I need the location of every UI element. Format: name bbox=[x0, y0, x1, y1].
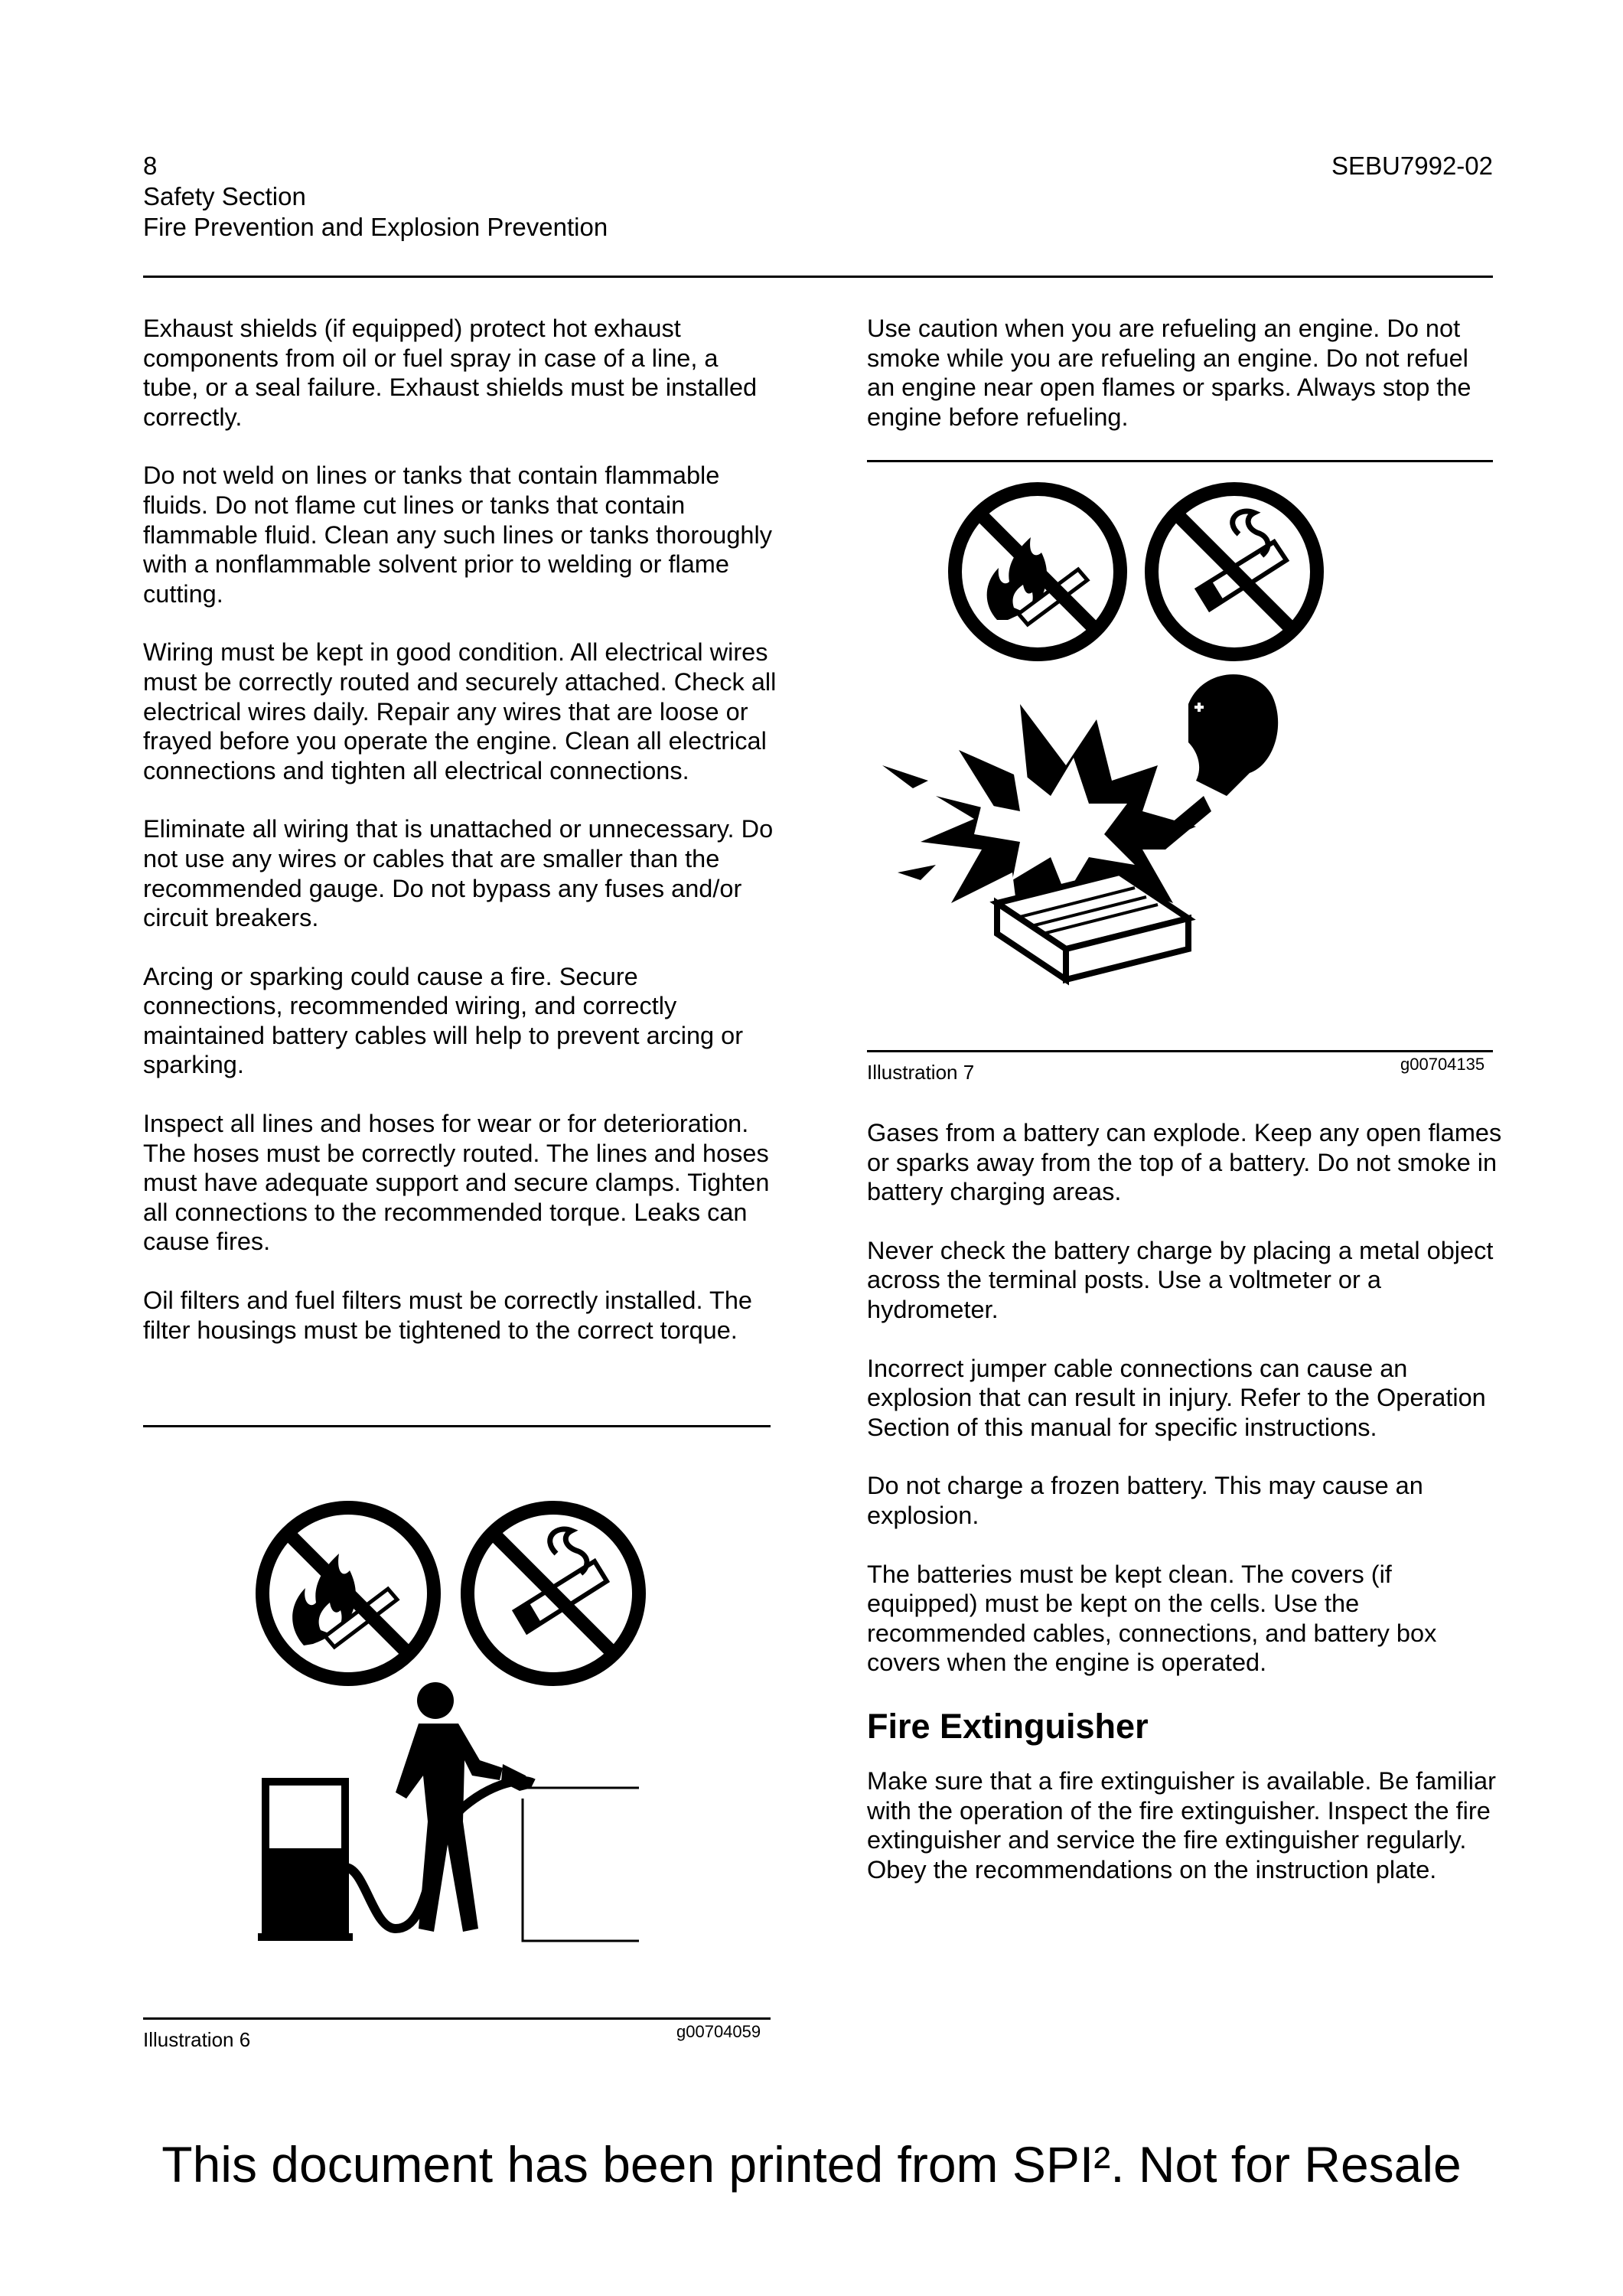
print-notice-footer: This document has been printed from SPI². Not for Resale bbox=[161, 2136, 1462, 2193]
section-title: Safety Section bbox=[143, 182, 306, 210]
subsection-title: Fire Prevention and Explosion Prevention bbox=[143, 213, 608, 241]
illustration-6 bbox=[143, 1439, 771, 2013]
paragraph: Never check the battery charge by placing a metal object across the terminal posts. Use a voltmeter or a hydrometer. bbox=[867, 1236, 1494, 1323]
fuel-pump-icon bbox=[258, 1782, 353, 1941]
header-rule bbox=[143, 276, 1493, 278]
illustration-7-top-rule bbox=[867, 460, 1493, 462]
page-header bbox=[143, 151, 608, 243]
paragraph: Oil filters and fuel filters must be correctly installed. The filter housings must be tightened to the correct torque. bbox=[143, 1287, 752, 1344]
illustration-6-caption: Illustration 6 bbox=[143, 2028, 251, 2051]
no-open-flame-icon bbox=[262, 1508, 434, 1679]
paragraph: Exhaust shields (if equipped) protect hot exhaust components from oil or fuel spray in case of a line, a tube, or a seal failure. Exhaust shields must be installed correctly. bbox=[143, 315, 758, 431]
no-open-flame-icon bbox=[955, 489, 1120, 654]
paragraph: Incorrect jumper cable connections can cause an explosion that can result in injury. Refer to the Operation Section of this manual for specific instructions. bbox=[867, 1354, 1486, 1441]
no-smoking-icon bbox=[468, 1508, 639, 1679]
paragraph: Arcing or sparking could cause a fire. Secure connections, recommended wiring, and correctly maintained battery cables will help to prevent arcing or sparking. bbox=[143, 962, 744, 1079]
paragraph: Eliminate all wiring that is unattached or unnecessary. Do not use any wires or cables that are smaller than the recommended gauge. Do not bypass any fuses and/or circuit breakers. bbox=[143, 815, 774, 932]
left-column bbox=[143, 314, 778, 1374]
paragraph: Use caution when you are refueling an engine. Do not smoke while you are refueling an engine. Do not refuel an engine near open flames or sparks. Always stop the engine before refueling. bbox=[867, 315, 1471, 431]
paragraph: The batteries must be kept clean. The covers (if equipped) must be kept on the cells. Use the recommended cables, connections, and battery box covers when the engine is operated. bbox=[867, 1560, 1437, 1677]
paragraph: Wiring must be kept in good condition. All electrical wires must be correctly routed and securely attached. Check all electrical wires daily. Repair any wires that are loose or frayed before you operate the engine. Clean all electrical connections and tighten all electrical connections. bbox=[143, 638, 777, 784]
right-column-bottom bbox=[867, 1118, 1502, 1913]
fire-extinguisher-heading: Fire Extinguisher bbox=[867, 1706, 1149, 1746]
paragraph: Gases from a battery can explode. Keep any open flames or sparks away from the top of a battery. Do not smoke in battery charging areas. bbox=[867, 1119, 1502, 1206]
paragraph: Inspect all lines and hoses for wear or for deterioration. The hoses must be correctly routed. The lines and hoses must have adequate support and secure clamps. Tighten all connections to the recommended torque. Leaks can cause fires. bbox=[143, 1110, 770, 1256]
illustration-6-bottom-rule bbox=[143, 2017, 771, 2020]
paragraph: Do not charge a frozen battery. This may cause an explosion. bbox=[867, 1472, 1423, 1529]
illustration-7-bottom-rule bbox=[867, 1050, 1493, 1052]
illustration-7 bbox=[867, 475, 1493, 1049]
document-id: SEBU7992-02 bbox=[1331, 152, 1493, 180]
right-column-top bbox=[867, 314, 1502, 461]
paragraph: Make sure that a fire extinguisher is available. Be familiar with the operation of the fire extinguisher. Inspect the fire extinguisher and service the fire extinguisher regularly. Obey the recommendations on the instruction plate. bbox=[867, 1766, 1496, 1883]
illustration-6-id: g00704059 bbox=[676, 2022, 761, 2041]
paragraph: Do not weld on lines or tanks that contain flammable fluids. Do not flame cut lines or tanks that contain flammable fluid. Clean any such lines or tanks thoroughly with a nonflammable solvent prior to welding or flame cutting. bbox=[143, 461, 772, 608]
page-number: 8 bbox=[143, 152, 158, 180]
illustration-6-top-rule bbox=[143, 1425, 771, 1427]
illustration-7-id: g00704135 bbox=[1400, 1055, 1485, 1074]
no-smoking-icon bbox=[1152, 489, 1317, 654]
illustration-7-caption: Illustration 7 bbox=[867, 1061, 975, 1084]
